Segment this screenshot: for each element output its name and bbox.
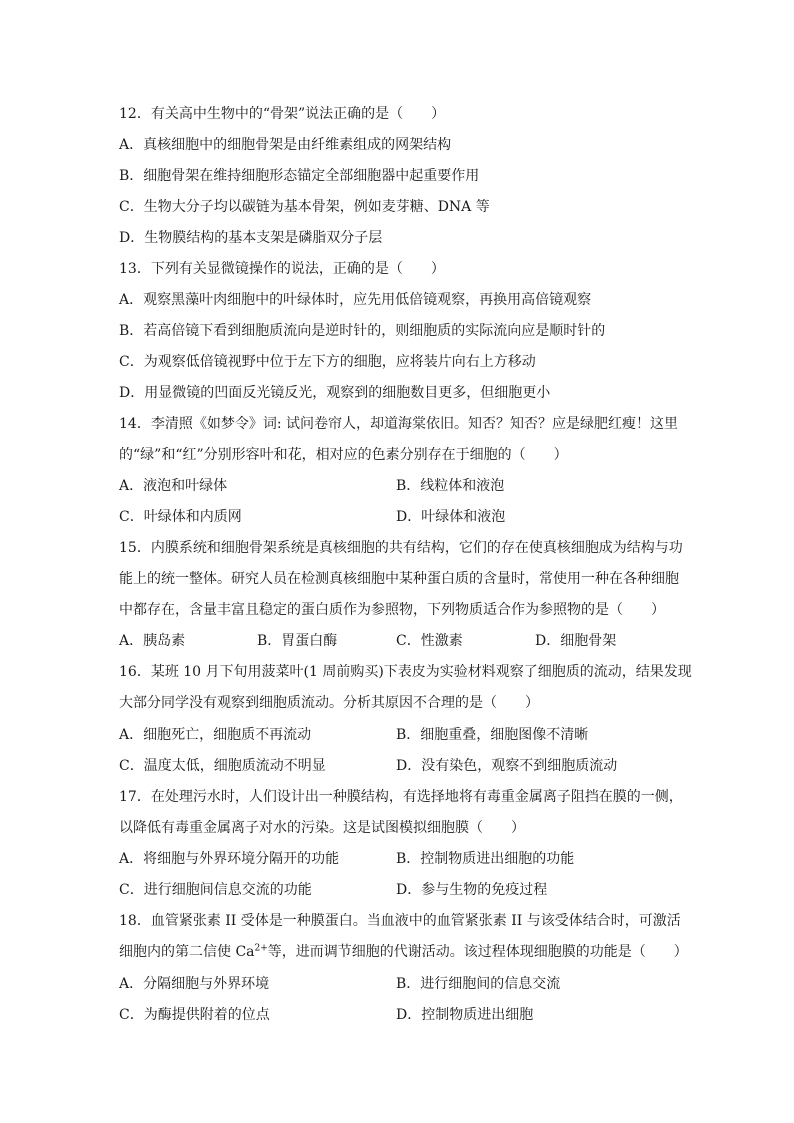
question-16-stem-line-1: 16．某班 10 月下旬用菠菜叶(1 周前购买)下表皮为实验材料观察了细胞质的流动，结果发现 (119, 664, 692, 680)
question-16-option-d: D．没有染色，观察不到细胞质流动 (396, 758, 618, 774)
question-15-option-d: D．细胞骨架 (535, 633, 617, 649)
question-14-option-b: B．线粒体和液泡 (396, 478, 505, 494)
question-15-stem-line-2: 能上的统一整体。研究人员在检测真核细胞中某种蛋白质的含量时，常使用一种在各种细胞 (119, 571, 679, 587)
question-15-stem-line-3: 中都存在，含量丰富且稳定的蛋白质作为参照物，下列物质适合作为参照物的是（ ） (119, 602, 665, 618)
question-12-option-c: C．生物大分子均以碳链为基本骨架，例如麦芽糖、DNA 等 (119, 199, 490, 215)
question-17-option-a: A．将细胞与外界环境分隔开的功能 (119, 851, 340, 867)
question-13-option-a: A．观察黑藻叶肉细胞中的叶绿体时，应先用低倍镜观察，再换用高倍镜观察 (119, 292, 592, 308)
question-14-stem-line-2: 的“绿”和“红”分别形容叶和花，相对应的色素分别存在于细胞的（ ） (119, 447, 568, 463)
question-15-option-b: B．胃蛋白酶 (257, 633, 338, 649)
question-13-option-d: D．用显微镜的凹面反光镜反光，观察到的细胞数目更多，但细胞更小 (119, 385, 551, 401)
question-16-stem-line-2: 大部分同学没有观察到细胞质流动。分析其原因不合理的是（ ） (119, 695, 539, 711)
question-17-stem-line-2: 以降低有毒重金属离子对水的污染。这是试图模拟细胞膜（ ） (119, 820, 525, 836)
question-13-stem: 13．下列有关显微镜操作的说法，正确的是（ ） (119, 261, 445, 277)
question-18-stem-line-1: 18．血管紧张素 II 受体是一种膜蛋白。当血液中的血管紧张素 II 与该受体结合时，可激活 (119, 913, 681, 929)
question-17-option-c: C．进行细胞间信息交流的功能 (119, 882, 312, 898)
question-12-option-a: A．真核细胞中的细胞骨架是由纤维素组成的网架结构 (119, 137, 452, 153)
question-16-option-a: A．细胞死亡，细胞质不再流动 (119, 727, 312, 743)
question-12-stem: 12．有关高中生物中的“骨架”说法正确的是（ ） (119, 106, 446, 122)
question-18-option-d: D．控制物质进出细胞 (396, 1007, 534, 1023)
question-17-option-d: D．参与生物的免疫过程 (396, 882, 548, 898)
question-13-option-b: B．若高倍镜下看到细胞质流向是逆时针的，则细胞质的实际流向应是顺时针的 (119, 323, 606, 339)
question-15-stem-line-1: 15．内膜系统和细胞骨架系统是真核细胞的共有结构，它们的存在使真核细胞成为结构与功 (119, 540, 683, 556)
question-12-option-d: D．生物膜结构的基本支架是磷脂双分子层 (119, 230, 383, 246)
question-18-option-c: C．为酶提供附着的位点 (119, 1007, 270, 1023)
question-14-option-d: D．叶绿体和液泡 (396, 509, 506, 525)
question-18-stem-line-2-b: 等，进而调节细胞的代谢活动。该过程体现细胞膜的功能是（ ） (267, 944, 688, 960)
question-16-option-b: B．细胞重叠，细胞图像不清晰 (396, 727, 589, 743)
question-14-option-c: C．叶绿体和内质网 (119, 509, 242, 525)
question-18-option-a: A．分隔细胞与外界环境 (119, 976, 270, 992)
question-16-option-c: C．温度太低，细胞质流动不明显 (119, 758, 326, 774)
question-14-stem-line-1: 14．李清照《如梦令》词: 试问卷帘人，却道海棠依旧。知否？知否？应是绿肥红瘦！这里 (119, 416, 678, 432)
question-18-stem-line-2 (119, 942, 688, 962)
question-18-stem-line-2-a: 细胞内的第二信使 Ca (119, 944, 255, 960)
question-18-option-b: B．进行细胞间的信息交流 (396, 976, 561, 992)
question-17-stem-line-1: 17．在处理污水时，人们设计出一种膜结构，有选择地将有毒重金属离子阻挡在膜的一侧， (119, 789, 683, 805)
question-13-option-c: C．为观察低倍镜视野中位于左下方的细胞，应将装片向右上方移动 (119, 354, 536, 370)
question-14-option-a: A．液泡和叶绿体 (119, 478, 228, 494)
calcium-charge-superscript: 2+ (254, 943, 268, 954)
question-15-option-c: C．性激素 (396, 633, 463, 649)
question-15-option-a: A．胰岛素 (119, 633, 186, 649)
question-12-option-b: B．细胞骨架在维持细胞形态锚定全部细胞器中起重要作用 (119, 168, 480, 184)
question-17-option-b: B．控制物质进出细胞的功能 (396, 851, 575, 867)
